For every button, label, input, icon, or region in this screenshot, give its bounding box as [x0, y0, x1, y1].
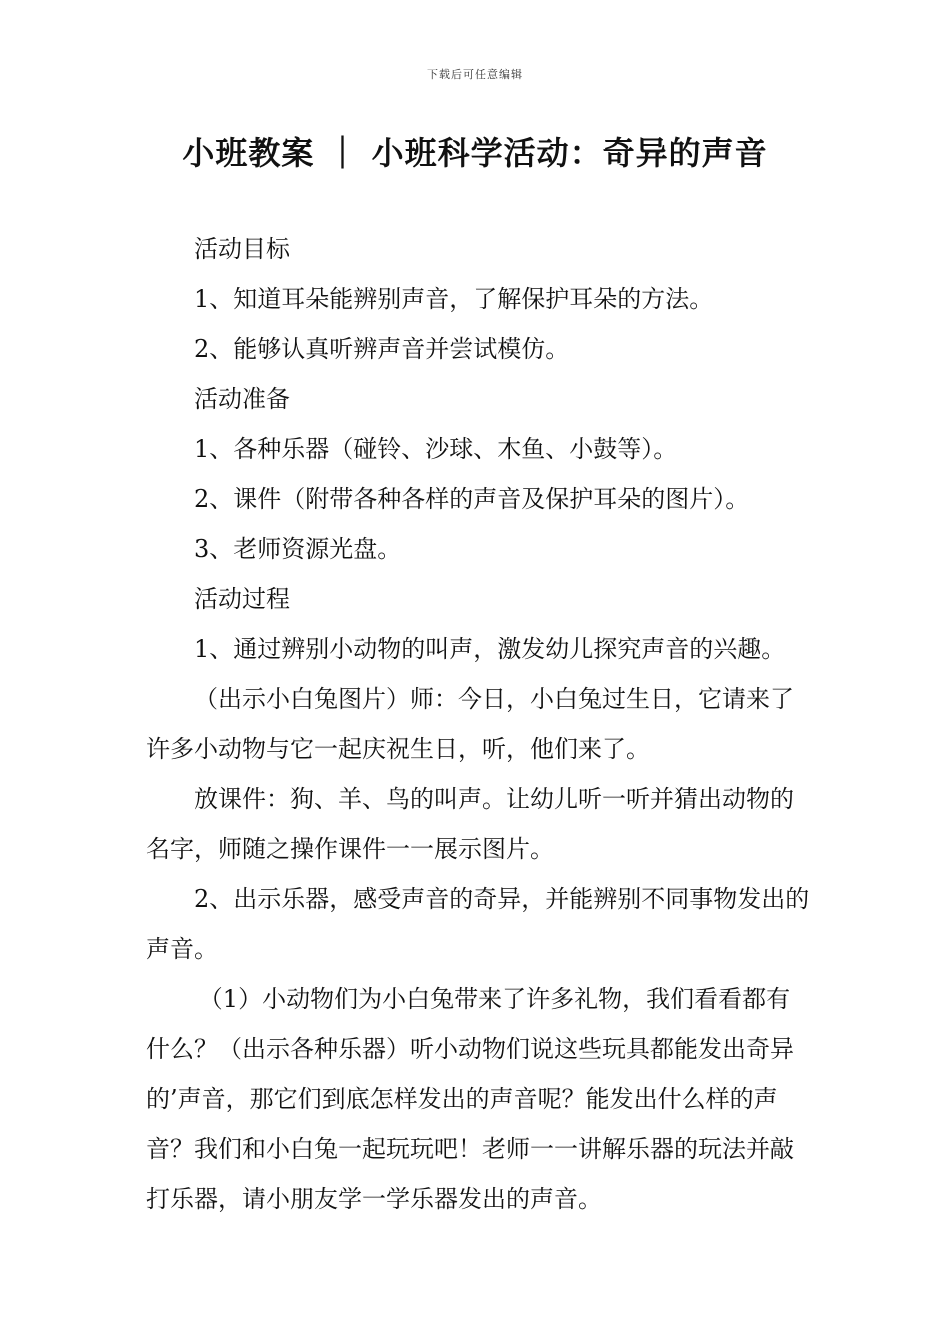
paragraph: （出示小白兔图片）师：今日，小白兔过生日，它请来了许多小动物与它一起庆祝生日，听，他们来了。: [146, 685, 794, 763]
document-title: 小班教案 ｜ 小班科学活动：奇异的声音: [182, 134, 768, 172]
paragraph: （1）小动物们为小白兔带来了许多礼物，我们看看都有什么？（出示各种乐器）听小动物们说这些玩具都能发出奇异的’声音，那它们到底怎样发出的声音呢？能发出什么样的声音？我们和小白兔一起玩玩吧！老师一一讲解乐器的玩法并敲打乐器，请小朋友学一学乐器发出的声音。: [146, 985, 794, 1213]
section-heading-process: 活动过程: [194, 585, 290, 613]
paragraph: 1、通过辨别小动物的叫声，激发幼儿探究声音的兴趣。: [194, 635, 786, 663]
paragraph: 2、课件（附带各种各样的声音及保护耳朵的图片）。: [194, 485, 750, 513]
paragraph: 1、知道耳朵能辨别声音，了解保护耳朵的方法。: [194, 285, 714, 313]
header-note: 下载后可任意编辑: [427, 68, 523, 81]
section-heading-preparation: 活动准备: [194, 385, 290, 413]
paragraph: 2、出示乐器，感受声音的奇异，并能辨别不同事物发出的声音。: [146, 885, 810, 963]
paragraph: 1、各种乐器（碰铃、沙球、木鱼、小鼓等）。: [194, 435, 678, 463]
paragraph: 3、老师资源光盘。: [194, 535, 402, 563]
paragraph: 放课件：狗、羊、鸟的叫声。让幼儿听一听并猜出动物的名字，师随之操作课件一一展示图片。: [146, 785, 794, 863]
document-body: [146, 224, 810, 1224]
section-heading-goals: 活动目标: [194, 235, 290, 263]
paragraph: 2、能够认真听辨声音并尝试模仿。: [194, 335, 570, 363]
